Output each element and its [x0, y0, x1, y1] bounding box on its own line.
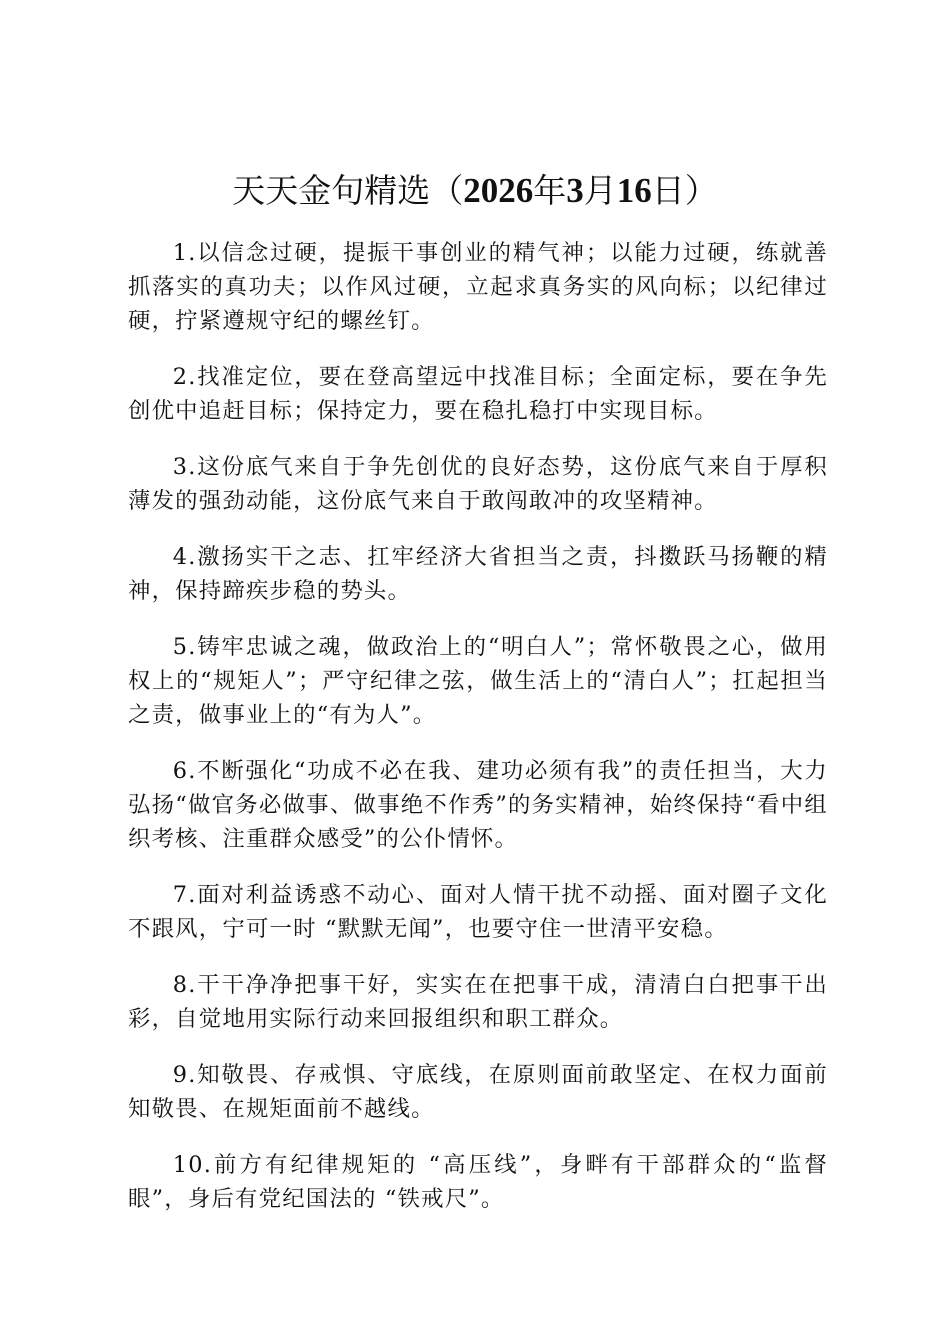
quote-list: [128, 236, 828, 1238]
quote-item-6: 6.不断强化“功成不必在我、建功必须有我”的责任担当，大力弘扬“做官务必做事、做事绝不作秀”的务实精神，始终保持“看中组织考核、注重群众感受”的公仆情怀。: [128, 758, 828, 852]
title-month: 3: [566, 171, 584, 210]
quote-item-10: 10.前方有纪律规矩的 “高压线”，身畔有干部群众的“监督眼”，身后有党纪国法的 “铁戒尺”。: [128, 1152, 828, 1212]
quote-item-4: 4.激扬实干之志、扛牢经济大省担当之责，抖擞跃马扬鞭的精神，保持蹄疾步稳的势头。: [128, 544, 828, 604]
quote-item-1: 1.以信念过硬，提振干事创业的精气神；以能力过硬，练就善抓落实的真功夫；以作风过硬，立起求真务实的风向标；以纪律过硬，拧紧遵规守纪的螺丝钉。: [128, 240, 828, 334]
title-year-unit: 年: [533, 171, 567, 210]
title-prefix: 天天金句精选（: [232, 171, 464, 210]
page-title: [0, 168, 950, 214]
quote-item-9: 9.知敬畏、存戒惧、守底线，在原则面前敢坚定、在权力面前知敬畏、在规矩面前不越线。: [128, 1062, 828, 1122]
quote-item-2: 2.找准定位，要在登高望远中找准目标；全面定标，要在争先创优中追赶目标；保持定力，要在稳扎稳打中实现目标。: [128, 364, 828, 424]
quote-item-3: 3.这份底气来自于争先创优的良好态势，这份底气来自于厚积薄发的强劲动能，这份底气来自于敢闯敢冲的攻坚精神。: [128, 454, 828, 514]
quote-item-8: 8.干干净净把事干好，实实在在把事干成，清清白白把事干出彩，自觉地用实际行动来回报组织和职工群众。: [128, 972, 828, 1032]
quote-item-7: 7.面对利益诱惑不动心、面对人情干扰不动摇、面对圈子文化不跟风，宁可一时 “默默无闻”，也要守住一世清平安稳。: [128, 882, 828, 942]
quote-item-5: 5.铸牢忠诚之魂，做政治上的“明白人”；常怀敬畏之心，做用权上的“规矩人”；严守纪律之弦，做生活上的“清白人”；扛起担当之责，做事业上的“有为人”。: [128, 634, 828, 728]
title-month-unit: 月: [583, 171, 617, 210]
title-day: 16: [616, 171, 652, 210]
title-year: 2026: [463, 171, 534, 210]
title-suffix: 日）: [651, 171, 718, 210]
